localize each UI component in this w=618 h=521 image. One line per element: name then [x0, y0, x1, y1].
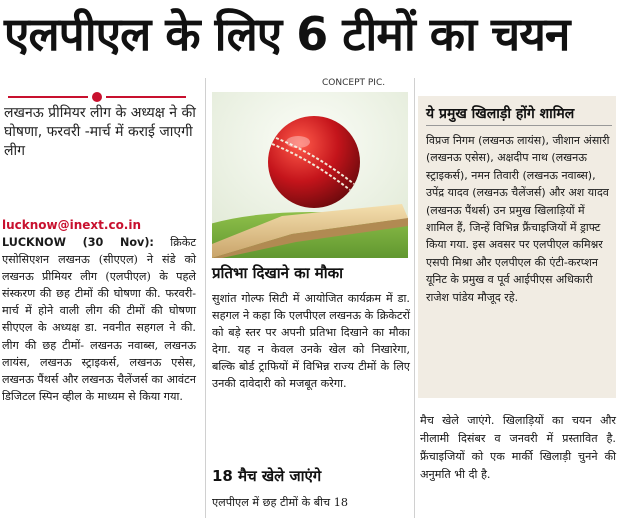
left-body-text: क्रिकेट एसोसिएशन लखनऊ (सीएएल) ने संडे को लखनऊ प्रीमियर लीग (एलपीएल) के पहले संस्करण की छह टीमों की घोषणा की. फरवरी-मार्च में होने वाली लीग की टीमों की घोषणा सीएएल के अध्यक्ष डा. नवनीत सहगल ने की. लीग की छह टीमों- लखनऊ नवाब्स, लखनऊ लायंस, लखनऊ स्ट्राइकर्स, लखनऊ एसेस, लखनऊ पैंथर्स और लखनऊ चैलेंजर्स का आवंटन डिजिटल स्पिन व्हील के माध्यम से किया गया. [2, 236, 196, 403]
right-article-body: मैच खेले जाएंगे. खिलाड़ियों का चयन और नीलामी दिसंबर व जनवरी में प्रस्तावित है. फ्रैंचाइजियों को एक मार्की खिलाड़ी चुनने की अनुमति भी दी है. [420, 414, 616, 481]
dateline: LUCKNOW (30 Nov): [2, 236, 154, 249]
middle-article-body: सुशांत गोल्फ सिटी में आयोजित कार्यक्रम में डा. सहगल ने कहा कि एलपीएल लखनऊ के क्रिकेटरों को बड़े स्तर पर अपनी प्रतिभा दिखाने का मौका देगा. यह न केवल उनके खेल को निखारेगा, बल्कि बोर्ड ट्राफियों में विभिन्न राज्य टीमों के लिए उनकी दावेदारी को मजबूत करेगा. [212, 292, 410, 391]
kicker-ornament [0, 92, 200, 102]
subhead-matches: 18 मैच खेले जाएंगे [212, 467, 322, 485]
players-box-title: ये प्रमुख खिलाड़ी होंगे शामिल [426, 106, 575, 122]
column-divider [205, 78, 206, 518]
players-box-text: विप्रज निगम (लखनऊ लायंस), जीशान अंसारी (लखनऊ एसेस), अक्षदीप नाथ (लखनऊ स्ट्राइकर्स), नमन तिवारी (लखनऊ नवाब्स), उपेंद्र यादव (लखनऊ चैलेंजर्स) और अश यादव (लखनऊ पैंथर्स) उन प्रमुख खिलाड़ियों में शामिल हैं, जिन्हें विभिन्न फ्रैंचाइजियों में ड्राफ्ट किया गया. इस अवसर पर एलपीएल कमिश्नर एसपी मिश्रा और एलपीएल की एंटी-करप्शन यूनिट के प्रमुख व पूर्व आईपीएस अधिकारी राजेश पांडेय मौजूद रहे. [426, 134, 610, 304]
subhead-talent: प्रतिभा दिखाने का मौका [212, 264, 344, 282]
concept-pic-label: CONCEPT PIC. [322, 78, 386, 88]
headline: एलपीएल के लिए 6 टीमों का चयन [4, 7, 570, 61]
cricket-ball-photo [212, 92, 408, 258]
reporter-email[interactable]: lucknow@inext.co.in [2, 218, 142, 232]
players-box-rule [426, 125, 612, 126]
middle-article-tail: एलपीएल में छह टीमों के बीच 18 [212, 496, 348, 509]
left-article-body [2, 234, 196, 405]
cricket-ball-illustration [212, 92, 408, 258]
kicker-text: लखनऊ प्रीमियर लीग के अध्यक्ष ने की घोषणा, फरवरी -मार्च में कराई जाएगी लीग [4, 105, 196, 159]
column-divider [414, 78, 415, 518]
